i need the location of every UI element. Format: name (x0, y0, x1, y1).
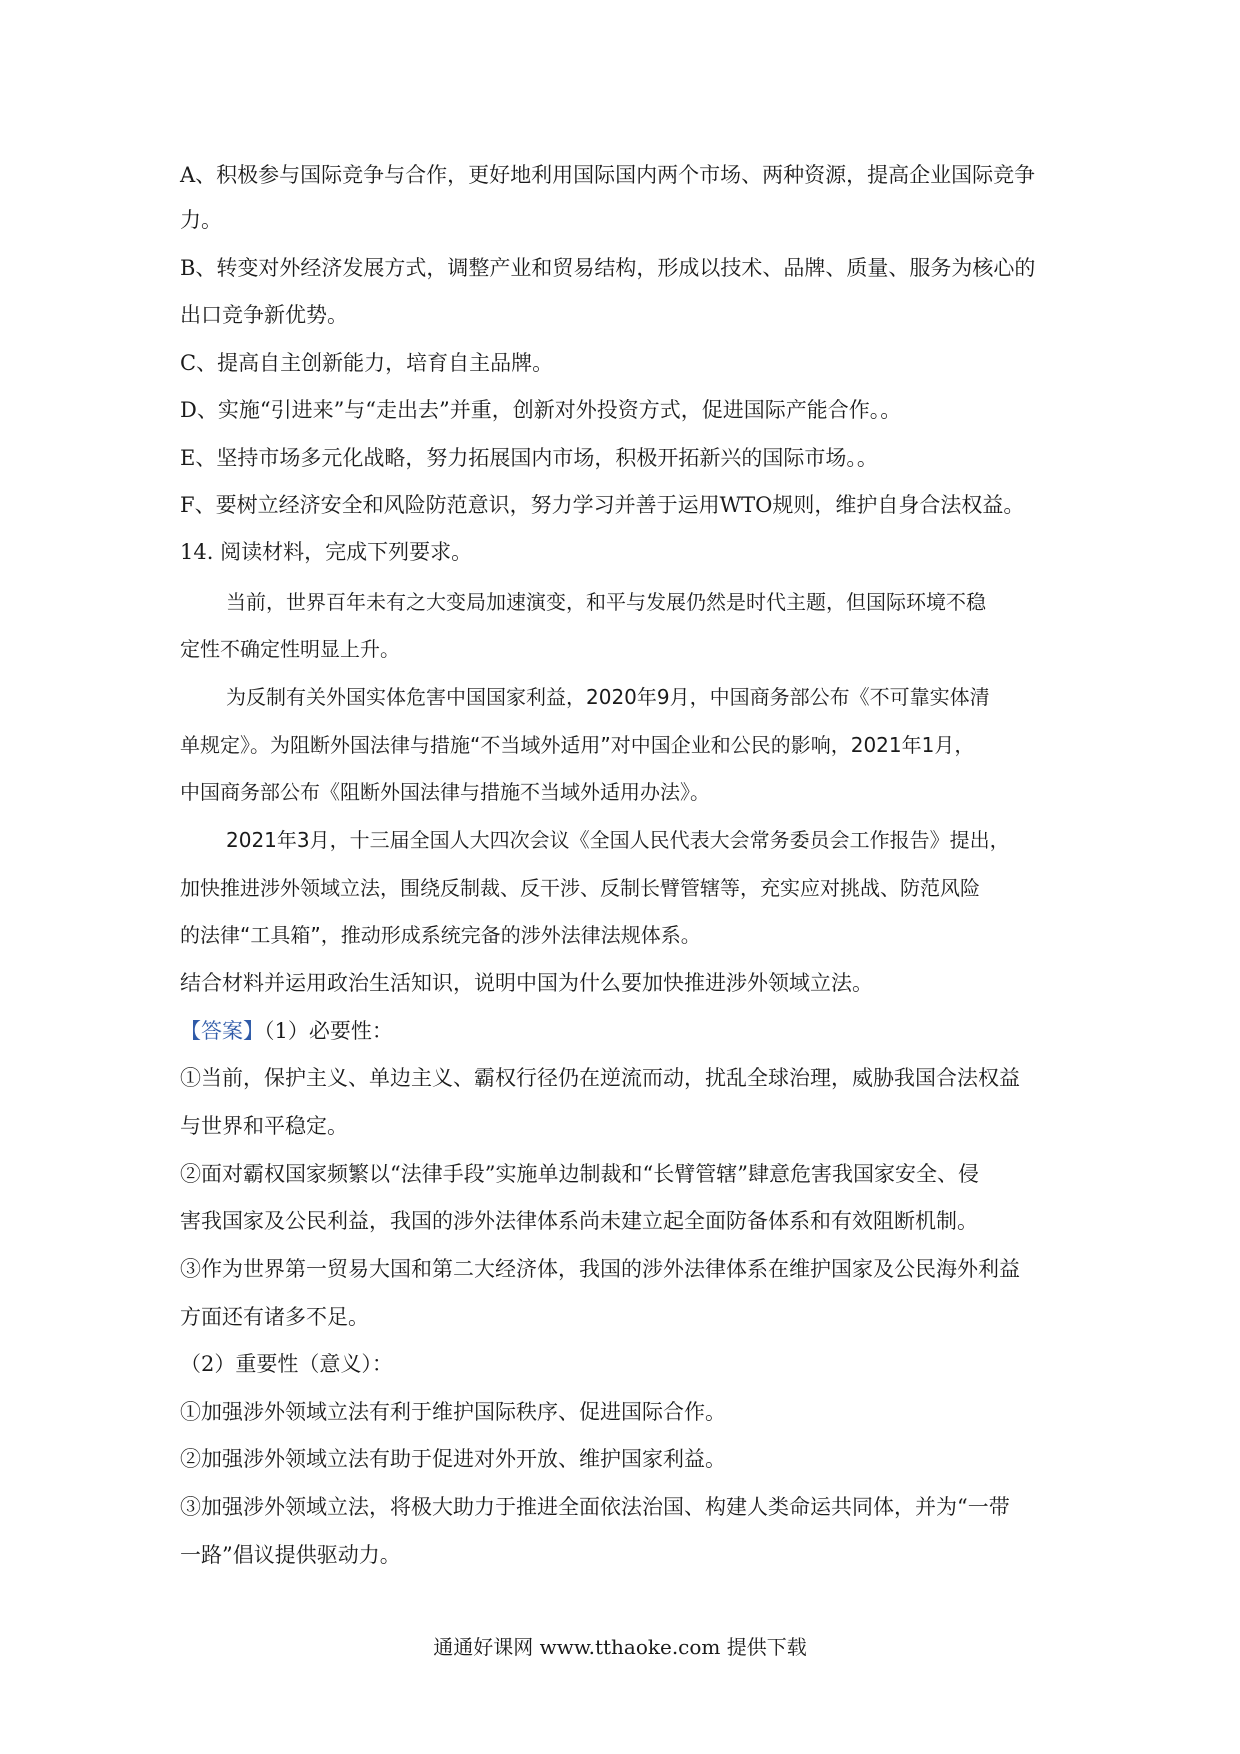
necessity-3-line1: ③作为世界第一贸易大国和第二大经济体，我国的涉外法律体系在维护国家及公民海外利益 (180, 1257, 1020, 1281)
answer-part2-title: （2）重要性（意义）： (180, 1352, 393, 1376)
option-c: C、提高自主创新能力，培育自主品牌。 (180, 351, 554, 375)
necessity-2-line2: 害我国家及公民利益，我国的涉外法律体系尚未建立起全面防备体系和有效阻断机制。 (180, 1209, 978, 1233)
option-b-line1: B、转变对外经济发展方式，调整产业和贸易结构，形成以技术、品牌、质量、服务为核心的 (180, 256, 1036, 280)
option-e: E、坚持市场多元化战略，努力拓展国内市场，积极开拓新兴的国际市场。。 (180, 446, 878, 470)
material-p2-line1: 为反制有关外国实体危害中国国家利益，2020年9月，中国商务部公布《不可靠实体清 (226, 685, 990, 709)
question-prompt: 结合材料并运用政治生活知识，说明中国为什么要加快推进涉外领域立法。 (180, 971, 873, 995)
significance-3-line2: 一路”倡议提供驱动力。 (180, 1543, 401, 1567)
necessity-2-line1: ②面对霸权国家频繁以“法律手段”实施单边制裁和“长臂管辖”肆意危害我国家安全、侵 (180, 1162, 979, 1186)
material-p2-line2: 单规定》。为阻断外国法律与措施“不当域外适用”对中国企业和公民的影响，2021年1月， (180, 733, 975, 757)
material-p3-line3: 的法律“工具箱”，推动形成系统完备的涉外法律法规体系。 (180, 923, 701, 947)
answer-heading (180, 1016, 1080, 1046)
necessity-3-line2: 方面还有诸多不足。 (180, 1305, 369, 1329)
option-f: F、要树立经济安全和风险防范意识，努力学习并善于运用WTO规则，维护自身合法权益。 (180, 493, 1025, 517)
option-a-line2: 力。 (180, 208, 222, 232)
material-p3-line2: 加快推进涉外领域立法，围绕反制裁、反干涉、反制长臂管辖等，充实应对挑战、防范风险 (180, 876, 980, 900)
material-p2-line3: 中国商务部公布《阻断外国法律与措施不当域外适用办法》。 (180, 780, 710, 804)
material-p1-line1: 当前，世界百年未有之大变局加速演变，和平与发展仍然是时代主题，但国际环境不稳 (226, 590, 986, 614)
page-footer: 通通好课网 www.tthaoke.com 提供下载 (433, 1635, 807, 1659)
necessity-1-line2: 与世界和平稳定。 (180, 1114, 348, 1138)
material-p1-line2: 定性不确定性明显上升。 (180, 637, 400, 661)
option-b-line2: 出口竞争新优势。 (180, 303, 348, 327)
significance-2: ②加强涉外领域立法有助于促进对外开放、维护国家利益。 (180, 1447, 726, 1471)
option-a-line1: A、积极参与国际竞争与合作，更好地利用国际国内两个市场、两种资源，提高企业国际竞争 (180, 163, 1036, 187)
answer-tag: 【答案】 (180, 1019, 264, 1043)
significance-3-line1: ③加强涉外领域立法，将极大助力于推进全面依法治国、构建人类命运共同体，并为“一带 (180, 1495, 1010, 1519)
answer-part1-title: （1）必要性： (264, 1019, 393, 1043)
significance-1: ①加强涉外领域立法有利于维护国际秩序、促进国际合作。 (180, 1400, 726, 1424)
material-p3-line1: 2021年3月，十三届全国人大四次会议《全国人民代表大会常务委员会工作报告》提出， (226, 828, 1010, 852)
necessity-1-line1: ①当前，保护主义、单边主义、霸权行径仍在逆流而动，扰乱全球治理，威胁我国合法权益 (180, 1066, 1020, 1090)
question-heading: 14. 阅读材料，完成下列要求。 (180, 540, 473, 564)
option-d: D、实施“引进来”与“走出去”并重，创新对外投资方式，促进国际产能合作。。 (180, 398, 902, 422)
